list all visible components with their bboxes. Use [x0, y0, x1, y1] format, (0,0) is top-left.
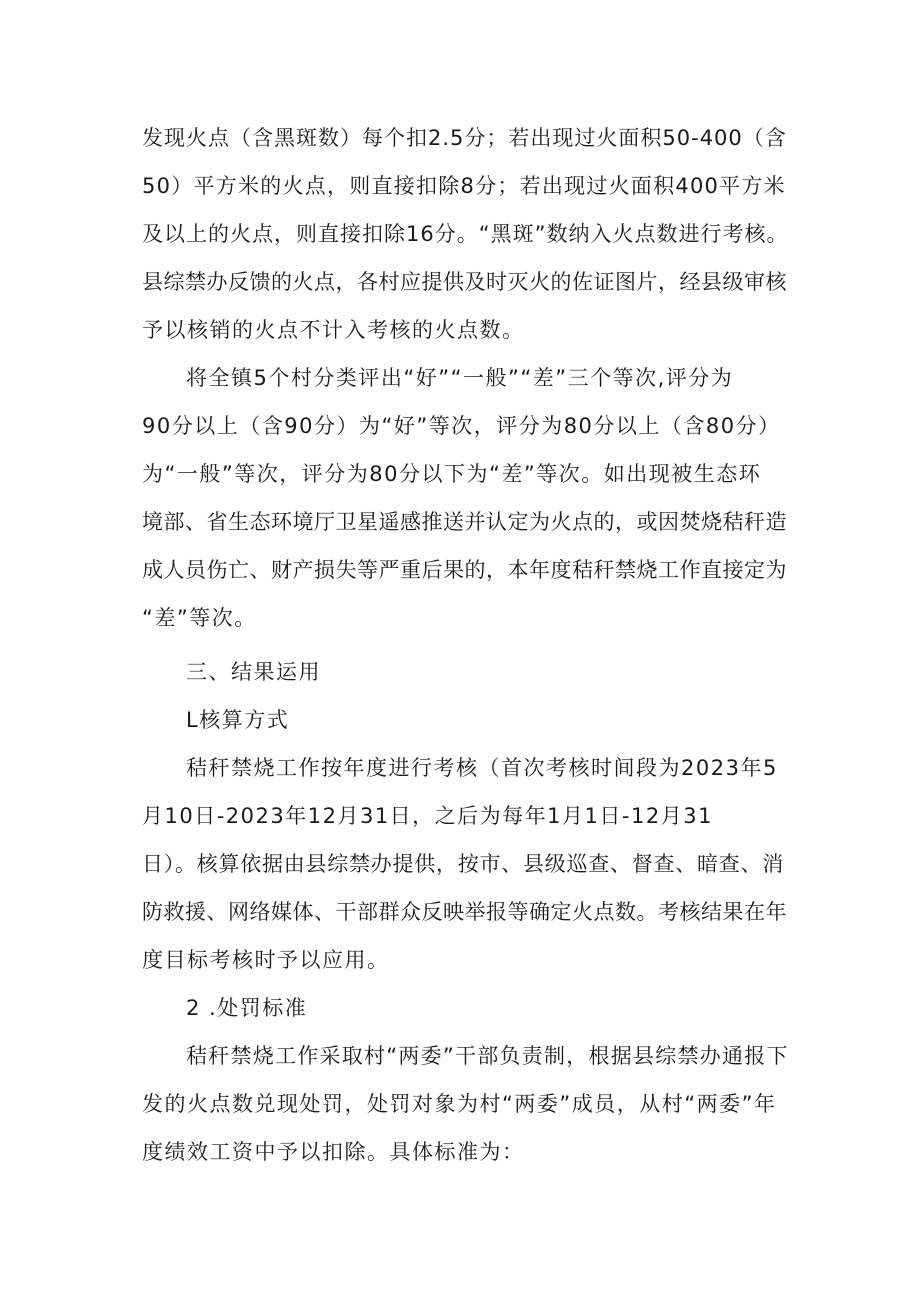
- text-line: 予以核销的火点不计入考核的火点数。: [142, 318, 525, 342]
- text-line: 防救援、网络媒体、干部群众反映举报等确定火点数。考核结果在年: [142, 900, 787, 924]
- text-line: 月10日-2023年12月31日，之后为每年1月1日-12月31: [142, 804, 713, 828]
- text-line: 发现火点（含黑斑数）每个扣2.5分；若出现过火面积50-400（含: [142, 126, 787, 150]
- text-line: 度绩效工资中予以扣除。具体标准为：: [142, 1140, 525, 1164]
- text-line: 日）。核算依据由县综禁办提供，按市、县级巡查、督查、暗查、消: [142, 852, 784, 876]
- text-line: 为“一般”等次，评分为80分以下为“差”等次。如出现被生态环: [142, 462, 762, 486]
- text-line: 将全镇5个村分类评出“好”“一般”“差”三个等次,评分为: [186, 366, 734, 390]
- subsection-heading: L核算方式: [186, 708, 290, 732]
- text-line: “差”等次。: [142, 606, 257, 630]
- text-line: 境部、省生态环境厅卫星遥感推送并认定为火点的，或因焚烧秸秆造: [142, 510, 787, 534]
- text-line: 秸秆禁烧工作按年度进行考核（首次考核时间段为2023年5: [186, 756, 778, 780]
- text-line: 成人员伤亡、财产损失等严重后果的，本年度秸秆禁烧工作直接定为: [142, 558, 787, 582]
- section-heading: 三、结果运用: [186, 660, 321, 684]
- subsection-heading: 2 .处罚标准: [186, 996, 308, 1020]
- text-line: 及以上的火点，则直接扣除16分。“黑斑”数纳入火点数进行考核。: [142, 222, 789, 246]
- text-line: 度目标考核时予以应用。: [142, 948, 390, 972]
- text-line: 90分以上（含90分）为“好”等次，评分为80分以上（含80分）: [142, 414, 781, 438]
- text-line: 发的火点数兑现处罚，处罚对象为村“两委”成员，从村“两委”年: [142, 1092, 777, 1116]
- text-line: 县综禁办反馈的火点，各村应提供及时灭火的佐证图片，经县级审核: [142, 270, 787, 294]
- text-line: 秸秆禁烧工作采取村“两委”干部负责制，根据县综禁办通报下: [186, 1044, 789, 1068]
- text-line: 50）平方米的火点，则直接扣除8分；若出现过火面积400平方米: [142, 174, 786, 198]
